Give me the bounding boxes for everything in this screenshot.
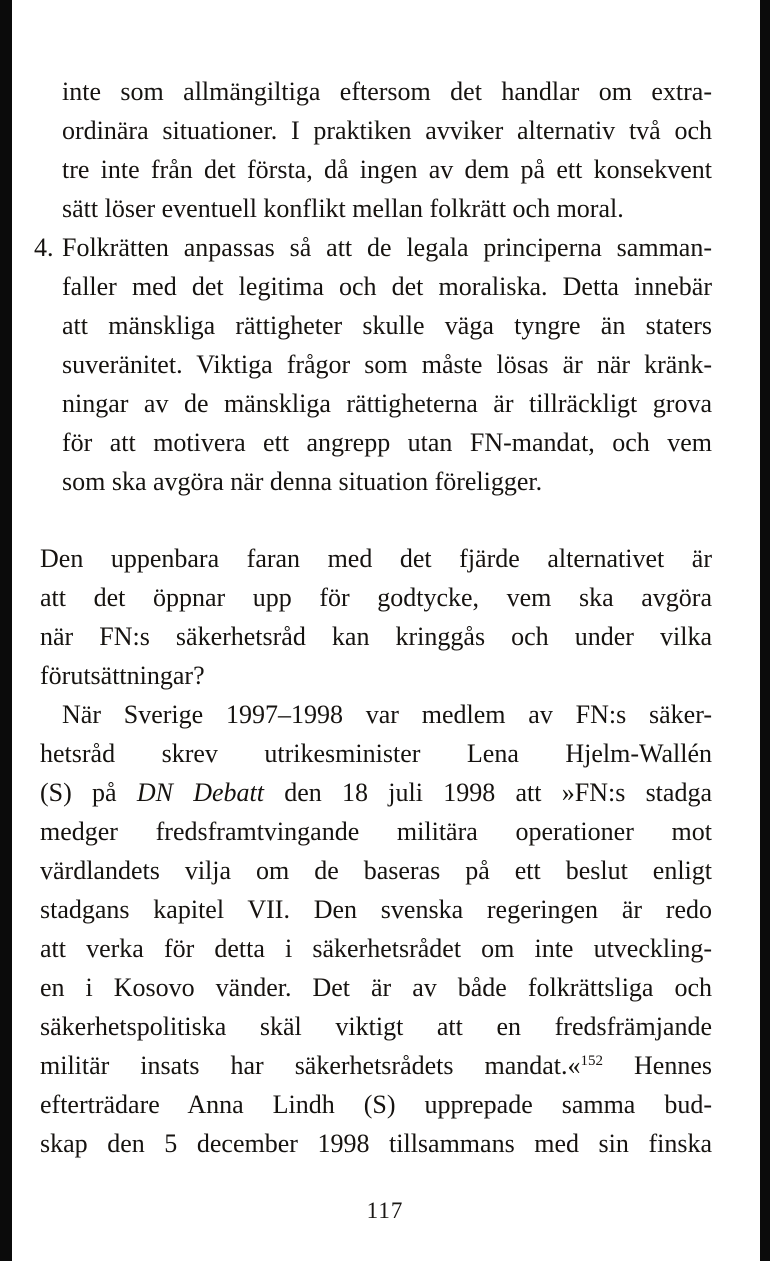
text-line: att verka för detta i säkerhetsrådet om inte utveckling- — [40, 934, 712, 963]
text-line: inte som allmängiltiga eftersom det handlar om extra- — [62, 77, 712, 106]
text-line: säkerhetspolitiska skäl viktigt att en fredsfrämjande — [40, 1012, 712, 1041]
text-line: ningar av de mänskliga rättigheterna är tillräckligt grova — [62, 389, 712, 418]
publication-name: DN Debatt — [136, 778, 264, 807]
right-scan-edge — [760, 0, 770, 1261]
text-segment: (S) på — [40, 778, 137, 807]
text-line: att det öppnar upp för godtycke, vem ska avgöra — [40, 583, 712, 612]
page-content — [34, 72, 712, 1163]
text-line: Den uppenbara faran med det fjärde alternativet är — [40, 544, 712, 573]
text-line: faller med det legitima och det moraliska. Detta innebär — [62, 272, 712, 301]
text-line: för att motivera ett angrepp utan FN-mandat, och vem — [62, 428, 712, 457]
text-line: När Sverige 1997–1998 var medlem av FN:s säker- — [62, 700, 712, 729]
text-segment: Hennes — [603, 1051, 712, 1080]
text-line: förutsättningar? — [40, 661, 205, 690]
text-line: värdlandets vilja om de baseras på ett beslut enligt — [40, 856, 712, 885]
page-number: 117 — [366, 1198, 404, 1223]
text-line: skap den 5 december 1998 tillsammans med sin finska — [40, 1129, 712, 1158]
list-item-4 — [34, 228, 712, 501]
text-line: när FN:s säkerhetsråd kan kringgås och under vilka — [40, 622, 712, 651]
paragraph-2 — [40, 695, 712, 1163]
text-line: en i Kosovo vänder. Det är av både folkrättsliga och — [40, 973, 712, 1002]
text-line: som ska avgöra när denna situation föreligger. — [62, 467, 543, 496]
text-line: hetsråd skrev utrikesminister Lena Hjelm-Wallén — [40, 739, 712, 768]
list-item-4-marker: 4. — [34, 233, 54, 262]
text-line — [40, 773, 712, 812]
text-line: medger fredsframtvingande militära operationer mot — [40, 817, 712, 846]
text-line: efterträdare Anna Lindh (S) upprepade samma bud- — [40, 1090, 712, 1119]
text-line: stadgans kapitel VII. Den svenska regeringen är redo — [40, 895, 712, 924]
text-line — [40, 1046, 712, 1085]
text-line: suveränitet. Viktiga frågor som måste lösas är när kränk- — [62, 350, 712, 379]
left-scan-edge — [0, 0, 12, 1261]
paragraph-1 — [40, 539, 712, 695]
text-line: sätt löser eventuell konflikt mellan folkrätt och moral. — [62, 194, 624, 223]
text-line: att mänskliga rättigheter skulle väga tyngre än staters — [62, 311, 712, 340]
list-item-3-continuation — [40, 72, 712, 228]
text-line: tre inte från det första, då ingen av dem på ett konsekvent — [62, 155, 712, 184]
text-segment: den 18 juli 1998 att »FN:s stadga — [263, 778, 712, 807]
footnote-reference: 152 — [580, 1053, 604, 1069]
text-segment: militär insats har säkerhetsrådets mandat.« — [40, 1051, 581, 1080]
text-line: Folkrätten anpassas så att de legala principerna samman- — [62, 233, 712, 262]
text-line: ordinära situationer. I praktiken avviker alternativ två och — [62, 116, 712, 145]
